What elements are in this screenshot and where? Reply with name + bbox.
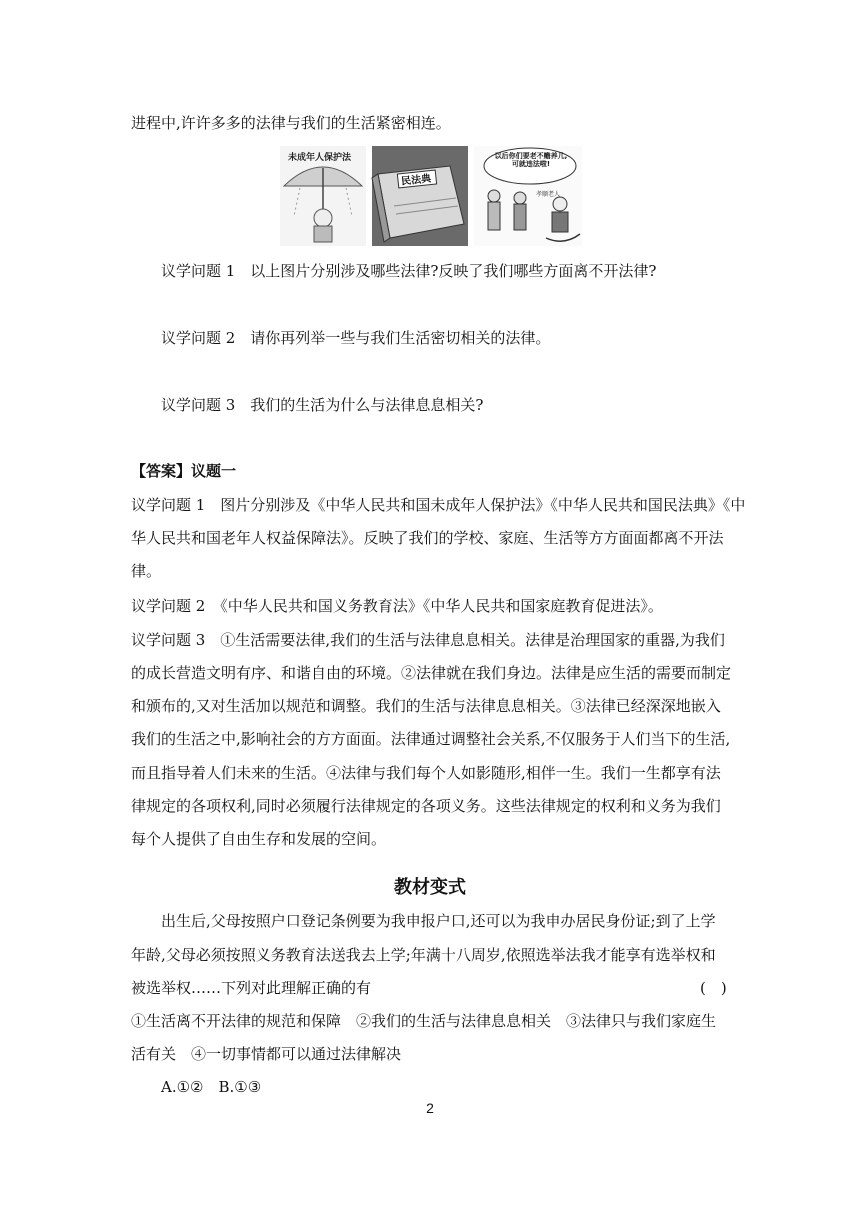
variant-line-2: 年龄,父母必须按照义务教育法送我去上学;年满十八周岁,依照选举法我才能享有选举权和 bbox=[131, 946, 716, 964]
panel3-note: 孝顺老人 bbox=[536, 191, 561, 198]
answer-line-7: 和颁布的,又对生活加以规范和调整。我们的生活与法律息息相关。③法律已经深深地嵌入 bbox=[131, 697, 721, 715]
answer-line-6: 的成长营造文明有序、和谐自由的环境。②法律就在我们身边。法律是应生活的需要而制定 bbox=[131, 664, 732, 682]
answer-line-9: 而且指导着人们未来的生活。④法律与我们每个人如影随形,相伴一生。我们一生都享有法 bbox=[131, 764, 721, 782]
options-line: A.①② B.①③ bbox=[161, 1078, 262, 1096]
answer-bracket: ( ) bbox=[700, 979, 727, 997]
civil-code-book-illustration bbox=[372, 146, 468, 246]
intro-line: 进程中,许许多多的法律与我们的生活紧密相连。 bbox=[131, 114, 451, 132]
question-3: 议学问题 3 我们的生活为什么与法律息息相关? bbox=[161, 396, 484, 414]
answer-line-10: 律规定的各项权利,同时必须履行法律规定的各项义务。这些法律规定的权利和义务为我们 bbox=[131, 797, 721, 815]
variant-line-3: 被选举权……下列对此理解正确的有 bbox=[131, 979, 372, 997]
panel2-label: 民法典 bbox=[400, 173, 432, 188]
variant-line-5: 活有关 ④一切事情都可以通过法律解决 bbox=[131, 1045, 402, 1063]
answer-heading: 【答案】议题一 bbox=[131, 462, 237, 480]
answer-line-3: 律。 bbox=[131, 562, 162, 580]
answer-line-1: 议学问题 1 图片分别涉及《中华人民共和国未成年人保护法》《中华人民共和国民法典》《中 bbox=[131, 496, 746, 514]
page-number: 2 bbox=[426, 1100, 434, 1116]
panel1-label: 未成年人保护法 bbox=[288, 153, 352, 163]
question-1: 议学问题 1 以上图片分别涉及哪些法律?反映了我们哪些方面离不开法律? bbox=[161, 262, 657, 280]
answer-line-11: 每个人提供了自由生存和发展的空间。 bbox=[131, 830, 387, 848]
answer-line-4: 议学问题 2 《中华人民共和国义务教育法》《中华人民共和国家庭教育促进法》。 bbox=[131, 597, 663, 615]
variant-line-1: 出生后,父母按照户口登记条例要为我申报户口,还可以为我申办居民身份证;到了上学 bbox=[161, 912, 716, 930]
question-2: 议学问题 2 请你再列举一些与我们生活密切相关的法律。 bbox=[161, 329, 551, 347]
umbrella-child-illustration bbox=[280, 146, 366, 246]
answer-line-5: 议学问题 3 ①生活需要法律,我们的生活与法律息息相关。法律是治理国家的重器,为我们 bbox=[131, 631, 725, 649]
variant-line-4: ①生活离不开法律的规范和保障 ②我们的生活与法律息息相关 ③法律只与我们家庭生 bbox=[131, 1012, 717, 1030]
section-title: 教材变式 bbox=[394, 877, 466, 898]
panel3-bubble: 以后你们要老不赡养儿,可就违法啦! bbox=[494, 152, 568, 168]
answer-line-2: 华人民共和国老年人权益保障法》。反映了我们的学校、家庭、生活等方方面面都离不开法 bbox=[131, 529, 724, 547]
illustration-figure bbox=[280, 146, 582, 246]
answer-line-8: 我们的生活之中,影响社会的方方面面。法律通过调整社会关系,不仅服务于人们当下的生活, bbox=[131, 730, 731, 748]
family-cartoon-illustration bbox=[474, 146, 582, 246]
